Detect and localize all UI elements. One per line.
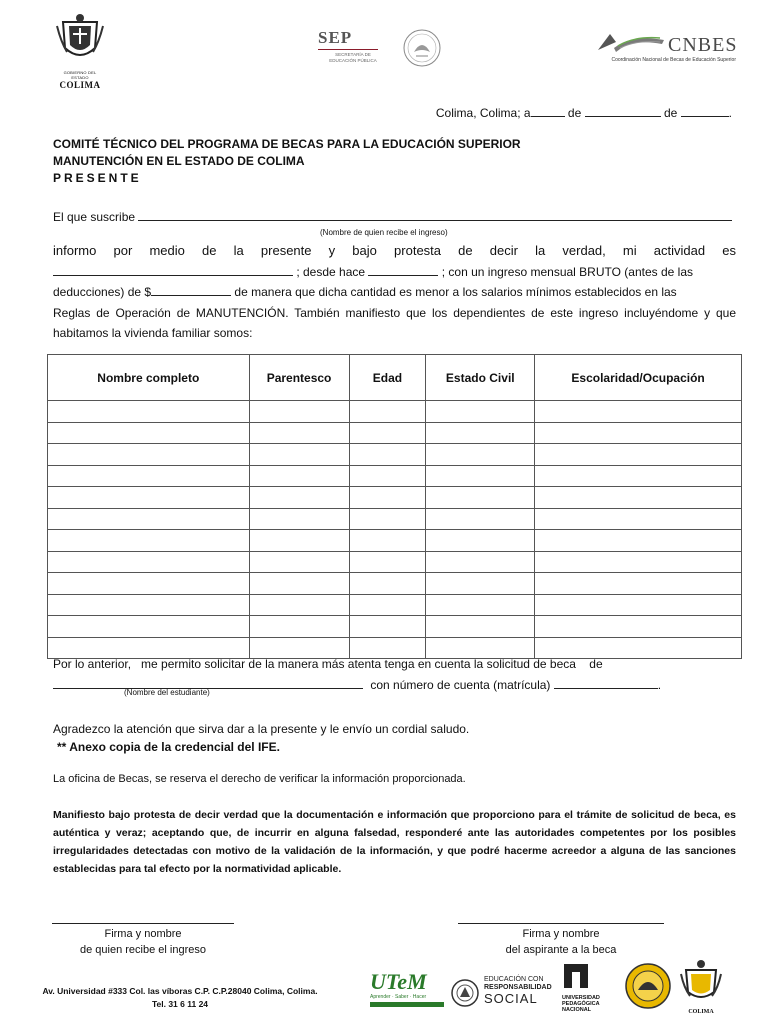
table-cell[interactable]	[48, 551, 250, 573]
table-cell[interactable]	[249, 573, 349, 595]
table-cell[interactable]	[426, 616, 535, 638]
dateline-de-2: de	[663, 106, 678, 120]
suscribe-line	[53, 208, 743, 224]
month-field[interactable]	[585, 104, 661, 117]
colima-footer-shield-icon	[678, 958, 724, 1004]
dateline-prefix: Colima, Colima; a	[435, 106, 531, 120]
table-cell[interactable]	[349, 508, 426, 530]
year-field[interactable]	[681, 104, 729, 117]
dependents-table	[47, 354, 742, 659]
table-cell[interactable]	[426, 551, 535, 573]
day-field[interactable]	[531, 104, 565, 117]
table-row	[48, 573, 742, 595]
utem-logo-sub: Aprender · Saber · Hacer	[370, 994, 427, 1000]
upn-icon	[562, 962, 592, 990]
cnbes-logo	[596, 28, 736, 64]
paragraph-2-end: .	[657, 678, 662, 692]
dateline	[436, 104, 732, 120]
suscribe-note: (Nombre de quien recibe el ingreso)	[320, 228, 448, 237]
colima-logo-name: COLIMA	[59, 80, 101, 90]
paragraph-1-desde: ; desde hace	[296, 264, 366, 279]
table-cell[interactable]	[426, 465, 535, 487]
table-cell[interactable]	[535, 422, 742, 444]
footer-phone: Tel. 31 6 11 24	[151, 999, 209, 1009]
footer-address-block	[30, 985, 330, 1011]
cnbes-logo-name: CNBES	[668, 34, 738, 56]
table-row	[48, 401, 742, 423]
signature-left-line2: de quien recibe el ingreso	[80, 944, 206, 956]
manifiesto-paragraph: Manifiesto bajo protesta de decir verdad que la documentación e información que proporciono para el trámite de solicitud de beca, es auténtica y veraz; aceptando que, de incurrir en alguna falsedad, responderé ante las autoridades competentes por los posibles irregularidades detectadas con motivo de la validación de la información, y que podré hacerme acreedor a alguna de las sanciones establecidas para tal efecto por la normatividad aplicable.	[53, 809, 736, 875]
paragraph-1-manera: de manera que dicha cantidad es menor a los salarios mínimos establecidos en las	[234, 285, 677, 299]
book-icon	[596, 28, 666, 54]
table-cell[interactable]	[249, 508, 349, 530]
upn-logo	[562, 962, 620, 1014]
table-cell[interactable]	[48, 487, 250, 509]
addressee-block	[53, 136, 521, 187]
table-cell[interactable]	[426, 508, 535, 530]
table-cell[interactable]	[249, 530, 349, 552]
table-cell[interactable]	[249, 422, 349, 444]
paragraph-2-cuenta: con número de cuenta (matrícula)	[370, 678, 551, 692]
table-cell[interactable]	[535, 401, 742, 423]
table-cell[interactable]	[426, 422, 535, 444]
signature-left-line1: Firma y nombre	[104, 928, 182, 940]
footer-address: Av. Universidad #333 Col. las víboras C.P. C.P.28040 Colima, Colima.	[42, 986, 318, 996]
table-row	[48, 465, 742, 487]
table-cell[interactable]	[249, 616, 349, 638]
table-cell[interactable]	[535, 616, 742, 638]
table-row	[48, 616, 742, 638]
signature-left	[52, 913, 234, 958]
educacion-logo	[484, 976, 556, 1012]
table-cell[interactable]	[349, 444, 426, 466]
table-cell[interactable]	[249, 551, 349, 573]
signature-right-line2: del aspirante a la beca	[505, 944, 617, 956]
table-cell[interactable]	[535, 465, 742, 487]
header-edad: Edad	[349, 355, 426, 401]
university-seal-icon	[450, 975, 480, 1011]
table-body	[48, 401, 742, 659]
table-cell[interactable]	[426, 530, 535, 552]
signature-right	[458, 913, 664, 958]
yellow-emblem	[624, 962, 672, 1010]
table-row	[48, 422, 742, 444]
table-cell[interactable]	[349, 616, 426, 638]
signature-left-line[interactable]	[52, 913, 234, 924]
header-parentesco: Parentesco	[249, 355, 349, 401]
utem-logo-name: UTeM	[370, 969, 427, 994]
sep-logo	[318, 28, 388, 68]
utem-bar	[370, 1002, 444, 1007]
table-cell[interactable]	[48, 616, 250, 638]
table-row	[48, 530, 742, 552]
table-cell[interactable]	[48, 508, 250, 530]
signature-right-line[interactable]	[458, 913, 664, 924]
table-row	[48, 508, 742, 530]
table-cell[interactable]	[48, 465, 250, 487]
emblem-icon	[624, 962, 672, 1010]
sep-logo-name: SEP	[318, 28, 353, 47]
table-cell[interactable]	[249, 444, 349, 466]
upn-line-3: NACIONAL	[562, 1007, 592, 1013]
suscribe-label: El que suscribe	[53, 210, 136, 224]
table-cell[interactable]	[535, 444, 742, 466]
table-row	[48, 551, 742, 573]
table-cell[interactable]	[249, 465, 349, 487]
sep-divider	[318, 49, 378, 50]
table-cell[interactable]	[48, 530, 250, 552]
table-cell[interactable]	[426, 573, 535, 595]
table-cell[interactable]	[426, 487, 535, 509]
income-field[interactable]	[151, 283, 231, 296]
table-cell[interactable]	[349, 487, 426, 509]
table-header-row	[48, 355, 742, 401]
colima-shield-icon	[55, 12, 105, 64]
sep-logo-subtitle-2: EDUCACIÓN PÚBLICA	[329, 58, 377, 63]
header-escolaridad: Escolaridad/Ocupación	[535, 355, 742, 401]
table-cell[interactable]	[426, 401, 535, 423]
paragraph-1	[53, 241, 736, 344]
table-cell[interactable]	[349, 530, 426, 552]
table-row	[48, 594, 742, 616]
account-number-field[interactable]	[554, 676, 658, 689]
addressee-line-2: MANUTENCIÓN EN EL ESTADO DE COLIMA	[53, 154, 305, 168]
suscriber-name-field[interactable]	[138, 208, 732, 221]
activity-field[interactable]	[53, 263, 293, 276]
addressee-line-1: COMITÉ TÉCNICO DEL PROGRAMA DE BECAS PARA LA EDUCACIÓN SUPERIOR	[53, 137, 521, 151]
educacion-line-1: EDUCACIÓN CON	[484, 976, 544, 983]
dateline-de-1: de	[567, 106, 582, 120]
upn-line-2: PEDAGÓGICA	[562, 1001, 600, 1007]
student-name-note: (Nombre del estudiante)	[124, 688, 210, 697]
university-seal	[450, 975, 480, 1011]
table-cell[interactable]	[535, 594, 742, 616]
table-cell[interactable]	[249, 594, 349, 616]
sep-logo-subtitle-1: SECRETARÍA DE	[335, 52, 371, 57]
header-estado-civil: Estado Civil	[426, 355, 535, 401]
educacion-line-3: SOCIAL	[484, 991, 538, 1006]
cnbes-logo-subtitle: Coordinación Nacional de Becas de Educación Superior	[611, 57, 736, 63]
table-cell[interactable]	[48, 573, 250, 595]
colima-footer-logo	[678, 958, 724, 1014]
colima-government-logo	[55, 12, 105, 90]
paragraph-1-ingreso: ; con un ingreso mensual BRUTO (antes de las	[441, 264, 693, 279]
anexo-text: ** Anexo copia de la credencial del IFE.	[57, 740, 280, 754]
colima-logo-top-text: GOBIERNO DEL ESTADO	[63, 70, 97, 80]
table-cell[interactable]	[349, 401, 426, 423]
paragraph-2-line-1: Por lo anterior, me permito solicitar de la manera más atenta tenga en cuenta la solicitud de beca de	[53, 657, 603, 671]
upn-line-1: UNIVERSIDAD	[562, 995, 600, 1001]
oficina-notice: La oficina de Becas, se reserva el derecho de verificar la información proporcionada.	[53, 773, 466, 785]
paragraph-1-rest: Reglas de Operación de MANUTENCIÓN. También manifiesto que los dependientes de este ingreso incluyéndome y que habitamos la vivienda familiar somos:	[53, 305, 736, 340]
eagle-seal-icon	[402, 28, 442, 68]
table-cell[interactable]	[349, 465, 426, 487]
paragraph-1-first-line: informo por medio de la presente y bajo protesta de decir la verdad, mi actividad es	[53, 243, 736, 258]
signature-right-line1: Firma y nombre	[522, 928, 600, 940]
addressee-line-3: PRESENTE	[53, 171, 142, 185]
table-cell[interactable]	[535, 530, 742, 552]
utem-logo	[370, 970, 444, 1014]
table-cell[interactable]	[48, 401, 250, 423]
colima-footer-name: COLIMA	[688, 1009, 714, 1015]
table-row	[48, 487, 742, 509]
table-cell[interactable]	[249, 401, 349, 423]
since-field[interactable]	[368, 263, 438, 276]
table-cell[interactable]	[535, 551, 742, 573]
table-cell[interactable]	[48, 594, 250, 616]
table-cell[interactable]	[535, 573, 742, 595]
table-cell[interactable]	[426, 594, 535, 616]
dateline-end: .	[728, 106, 732, 120]
table-cell[interactable]	[349, 551, 426, 573]
closing-block	[53, 720, 469, 756]
table-cell[interactable]	[535, 487, 742, 509]
table-cell[interactable]	[349, 422, 426, 444]
paragraph-1-deducciones: deducciones) de $	[53, 285, 152, 299]
table-cell[interactable]	[48, 422, 250, 444]
table-cell[interactable]	[535, 508, 742, 530]
educacion-line-2: RESPONSABILIDAD	[484, 984, 552, 991]
agradezco-text: Agradezco la atención que sirva dar a la presente y le envío un cordial saludo.	[53, 722, 470, 736]
header-nombre: Nombre completo	[48, 355, 250, 401]
mexico-eagle-seal	[402, 28, 442, 68]
table-row	[48, 444, 742, 466]
table-cell[interactable]	[426, 444, 535, 466]
table-cell[interactable]	[349, 594, 426, 616]
table-cell[interactable]	[48, 444, 250, 466]
table-cell[interactable]	[349, 573, 426, 595]
table-cell[interactable]	[249, 487, 349, 509]
